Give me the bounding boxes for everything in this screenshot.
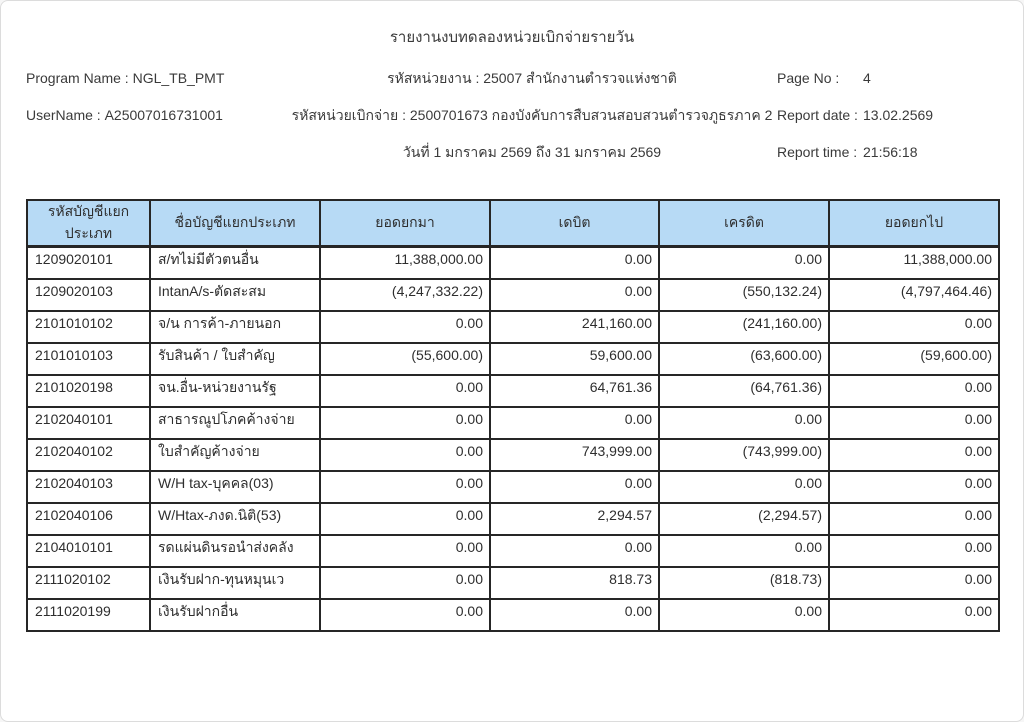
cell-credit: (550,132.24) [659, 279, 829, 311]
cell-account-code: 2104010101 [27, 535, 150, 567]
cell-account-code: 2101020198 [27, 375, 150, 407]
username-line [1, 106, 291, 143]
table-row [27, 343, 999, 375]
cell-account-name: IntanA/s-ตัดสะสม [150, 279, 320, 311]
cell-debit: 0.00 [490, 535, 659, 567]
col-header-debit: เดบิต [490, 200, 659, 247]
cell-carried-forward: 0.00 [829, 311, 999, 343]
cell-debit: 743,999.00 [490, 439, 659, 471]
page-no-value: 4 [863, 70, 871, 86]
page-no-line [773, 69, 1023, 106]
agency-line: รหัสหน่วยงาน : 25007 สำนักงานตำรวจแห่งชาติ [387, 70, 677, 86]
cell-credit: (241,160.00) [659, 311, 829, 343]
cell-debit: 64,761.36 [490, 375, 659, 407]
table-row [27, 599, 999, 631]
cell-debit: 0.00 [490, 279, 659, 311]
table-row [27, 407, 999, 439]
table-header-row [27, 200, 999, 247]
table-header [27, 200, 999, 247]
table-row [27, 535, 999, 567]
report-time-line [773, 143, 1023, 180]
cell-account-name: รดแผ่นดินรอนำส่งคลัง [150, 535, 320, 567]
cell-carried-forward: (59,600.00) [829, 343, 999, 375]
table-row [27, 375, 999, 407]
cell-brought-forward: 0.00 [320, 311, 490, 343]
report-date-line [773, 106, 1023, 143]
cell-carried-forward: 0.00 [829, 567, 999, 599]
cell-account-name: เงินรับฝาก-ทุนหมุนเว [150, 567, 320, 599]
cell-carried-forward: 0.00 [829, 407, 999, 439]
report-title: รายงานงบทดลองหน่วยเบิกจ่ายรายวัน [389, 29, 635, 46]
cell-account-code: 2101010102 [27, 311, 150, 343]
cell-account-name: W/H tax-บุคคล(03) [150, 471, 320, 503]
cell-credit: (818.73) [659, 567, 829, 599]
cell-account-code: 2102040103 [27, 471, 150, 503]
program-name-label: Program Name : [26, 70, 129, 86]
table-row [27, 439, 999, 471]
cell-debit: 59,600.00 [490, 343, 659, 375]
cell-carried-forward: 0.00 [829, 535, 999, 567]
cell-account-code: 1209020103 [27, 279, 150, 311]
trial-balance-table [26, 199, 1000, 632]
cell-credit: 0.00 [659, 407, 829, 439]
cell-account-code: 2101010103 [27, 343, 150, 375]
cell-brought-forward: 0.00 [320, 599, 490, 631]
report-time-value: 21:56:18 [863, 144, 918, 160]
report-meta [1, 69, 1023, 180]
report-time-label: Report time : [777, 144, 858, 160]
report-date-value: 13.02.2569 [863, 107, 934, 123]
cell-debit: 0.00 [490, 247, 659, 279]
cell-carried-forward: (4,797,464.46) [829, 279, 999, 311]
username-label: UserName : [26, 107, 101, 123]
table-row [27, 311, 999, 343]
col-header-carried-forward: ยอดยกไป [829, 200, 999, 247]
meta-left-empty [1, 143, 291, 180]
page-no-label: Page No : [777, 70, 840, 86]
cell-account-code: 2102040106 [27, 503, 150, 535]
table-body [27, 247, 999, 631]
cell-carried-forward: 0.00 [829, 439, 999, 471]
cell-debit: 0.00 [490, 471, 659, 503]
cell-carried-forward: 11,388,000.00 [829, 247, 999, 279]
col-header-account-code: รหัสบัญชีแยกประเภท [27, 200, 150, 247]
cell-credit: 0.00 [659, 471, 829, 503]
program-name-line [1, 69, 291, 106]
program-name-value: NGL_TB_PMT [132, 70, 225, 86]
cell-debit: 0.00 [490, 599, 659, 631]
col-header-brought-forward: ยอดยกมา [320, 200, 490, 247]
col-header-account-name: ชื่อบัญชีแยกประเภท [150, 200, 320, 247]
cell-brought-forward: 11,388,000.00 [320, 247, 490, 279]
cell-brought-forward: (55,600.00) [320, 343, 490, 375]
cell-brought-forward: (4,247,332.22) [320, 279, 490, 311]
cell-brought-forward: 0.00 [320, 567, 490, 599]
cell-account-code: 2111020102 [27, 567, 150, 599]
cell-debit: 0.00 [490, 407, 659, 439]
table-row [27, 279, 999, 311]
cell-account-code: 1209020101 [27, 247, 150, 279]
cell-carried-forward: 0.00 [829, 503, 999, 535]
cell-account-name: รับสินค้า / ใบสำคัญ [150, 343, 320, 375]
cell-debit: 241,160.00 [490, 311, 659, 343]
cell-carried-forward: 0.00 [829, 599, 999, 631]
table-row [27, 471, 999, 503]
cell-carried-forward: 0.00 [829, 375, 999, 407]
date-range-line: วันที่ 1 มกราคม 2569 ถึง 31 มกราคม 2569 [402, 144, 662, 160]
cell-brought-forward: 0.00 [320, 439, 490, 471]
cell-credit: 0.00 [659, 247, 829, 279]
cell-debit: 818.73 [490, 567, 659, 599]
cell-account-name: จ/น การค้า-ภายนอก [150, 311, 320, 343]
cell-brought-forward: 0.00 [320, 503, 490, 535]
cell-debit: 2,294.57 [490, 503, 659, 535]
cell-carried-forward: 0.00 [829, 471, 999, 503]
cell-brought-forward: 0.00 [320, 407, 490, 439]
cell-account-code: 2102040101 [27, 407, 150, 439]
cell-account-name: ส/ทไม่มีตัวตนอื่น [150, 247, 320, 279]
disbursement-line: รหัสหน่วยเบิกจ่าย : 2500701673 กองบังคับการสืบสวนสอบสวนตำรวจภูธรภาค 2 [291, 107, 773, 123]
cell-credit: 0.00 [659, 535, 829, 567]
cell-account-name: สาธารณูปโภคค้างจ่าย [150, 407, 320, 439]
table-row [27, 247, 999, 279]
cell-brought-forward: 0.00 [320, 471, 490, 503]
cell-credit: (63,600.00) [659, 343, 829, 375]
cell-credit: (64,761.36) [659, 375, 829, 407]
cell-credit: 0.00 [659, 599, 829, 631]
cell-account-name: จน.อื่น-หน่วยงานรัฐ [150, 375, 320, 407]
username-value: A25007016731001 [104, 107, 223, 123]
cell-brought-forward: 0.00 [320, 535, 490, 567]
cell-account-code: 2102040102 [27, 439, 150, 471]
cell-account-code: 2111020199 [27, 599, 150, 631]
table-row [27, 567, 999, 599]
cell-account-name: ใบสำคัญค้างจ่าย [150, 439, 320, 471]
cell-credit: (2,294.57) [659, 503, 829, 535]
report-date-label: Report date : [777, 107, 858, 123]
cell-brought-forward: 0.00 [320, 375, 490, 407]
cell-credit: (743,999.00) [659, 439, 829, 471]
table-row [27, 503, 999, 535]
cell-account-name: W/Htax-ภงด.นิติ(53) [150, 503, 320, 535]
col-header-credit: เครดิต [659, 200, 829, 247]
cell-account-name: เงินรับฝากอื่น [150, 599, 320, 631]
